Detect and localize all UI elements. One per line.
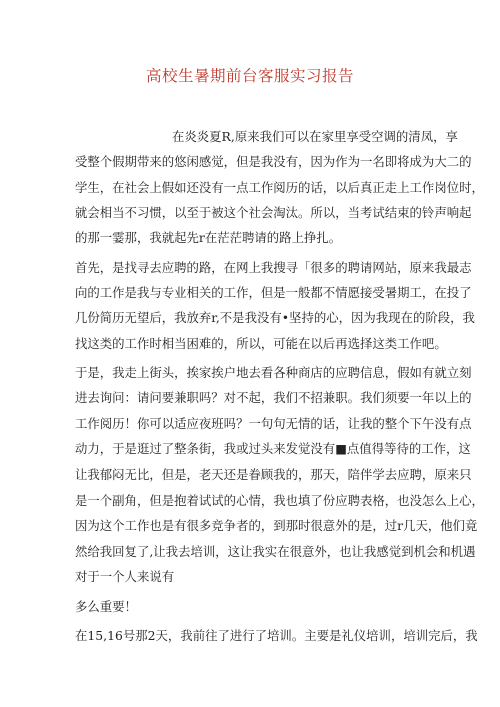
paragraph-line: 动力，于是逛过了整条街，我或过头来发觉没有■点值得等待的工作，这 xyxy=(75,441,471,456)
paragraph-line: 在15,16号那2天，我前往了进行了培训。主要是礼仪培训，培训完后，我 xyxy=(75,628,478,643)
paragraph-line: 工作阅历！你可以适应夜班吗？一句句无情的话，让我的整个下午没有点 xyxy=(75,416,472,431)
document-title: 高校生暑期前台客服实习报告 xyxy=(145,67,354,85)
paragraph-line: 首先，是找寻去应聘的路，在网上我搜寻「很多的聘请网站，原来我最志 xyxy=(75,260,472,275)
paragraph-line: 受整个假期带来的悠闲感觉，但是我没有，因为作为一名即将成为大二的 xyxy=(75,154,472,169)
paragraph-line: 的那一霎那，我就起先r在茫茫聘请的路上挣扎。 xyxy=(75,230,342,245)
paragraph-line: 因为这个工作也是有很多竞争者的，到那时很意外的是，过r几天，他们竟 xyxy=(75,518,478,533)
paragraph-line: 多么重要！ xyxy=(75,599,137,614)
paragraph-line: 对于一个人来说有 xyxy=(75,569,175,584)
paragraph-line: 于是，我走上街头，挨家挨户地去看各种商店的应聘信息，假如有就立刻 xyxy=(75,365,472,380)
paragraph-line: 就会相当不习惯，以至于被这个社会淘汰。所以，当考试结束的铃声响起 xyxy=(75,205,472,220)
paragraph-line: 进去询问：请问要兼职吗？对不起，我们不招兼职。我们须要一年以上的 xyxy=(75,390,472,405)
paragraph-line: 在炎炎夏R,原来我们可以在家里享受空调的清凤，享 xyxy=(172,129,458,144)
paragraph-line: 找这类的工作时相当困难的，所以，可能在以后再选择这类工作吧。 xyxy=(75,336,447,351)
paragraph-line: 几份简历无望后，我放弃r,不是我没有•坚持的心，因为我现在的阶段，我 xyxy=(75,310,475,325)
paragraph-line: 是一个副角，但是抱着试试的心情，我也填了份应聘表格，也没怎么上心， xyxy=(75,493,484,508)
paragraph-line: 向的工作是我与专业相关的工作，但是一般都不情愿接受暑期工，在投了 xyxy=(75,285,472,300)
paragraph-line: 让我郁闷无比，但是，老天还是眷顾我的，那天，陪伴学去应聘，原来只 xyxy=(75,467,472,482)
paragraph-line: 然给我回复了,让我去培训，这让我实在很意外，也让我感觉到机会和机遇 xyxy=(75,544,476,559)
paragraph-line: 学生，在社会上假如还没有一点工作阅历的话，以后真正走上工作岗位时， xyxy=(75,180,484,195)
